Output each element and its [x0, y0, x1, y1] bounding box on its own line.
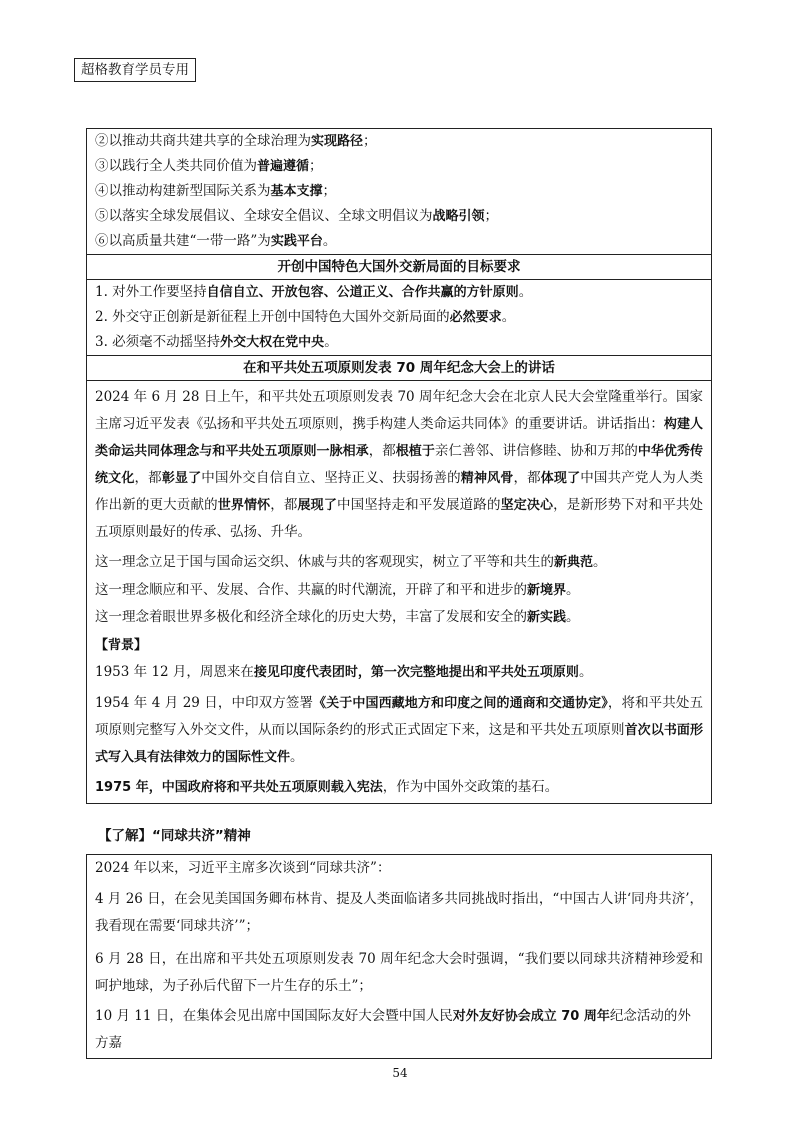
list-item: ②以推动共商共建共享的全球治理为实现路径；	[95, 133, 377, 149]
concept-line: 这一理念着眼世界多极化和经济全球化的历史大势，丰富了发展和安全的新实践。	[95, 609, 580, 625]
concept-line: 这一理念立足于国与国命运交织、休戚与共的客观现实，树立了平等和共生的新典范。	[95, 554, 607, 570]
list-item: 3. 必须毫不动摇坚持外交大权在党中央。	[95, 334, 338, 350]
tongqiu-box	[86, 854, 712, 1059]
background-item: 1975 年，中国政府将和平共处五项原则载入宪法，作为中国外交政策的基石。	[95, 778, 559, 795]
list-item: ⑥以高质量共建“一带一路”为实践平台。	[95, 233, 337, 249]
list-item: ④以推动构建新型国际关系为基本支撑；	[95, 183, 337, 199]
speech-paragraph: 2024 年 6 月 28 日上午，和平共处五项原则发表 70 周年纪念大会在北京人民大会堂隆重举行。国家主席习近平发表《弘扬和平共处五项原则，携手构建人类命运共同体》的重要讲话。讲话指出：构建人类命运共同体理念与和平共处五项原则一脉相承，都根植于亲仁善邻、讲信修睦、协和万邦的中华优秀传统文化，都彰显了中国外交自信自立、坚持正义、扶弱扬善的精神风骨，都体现了中国共产党人为人类作出新的更大贡献的世界情怀，都展现了中国坚持走和平发展道路的坚定决心，是新形势下对和平共处五项原则最好的传承、弘扬、升华。	[95, 389, 704, 540]
page-number: 54	[392, 1066, 408, 1080]
section-title-tongqiu: 【了解】“同球共济”精神	[98, 828, 251, 844]
text-line: 10 月 11 日，在集体会见出席中国国际友好大会暨中国人民对外友好协会成立 70 周年纪念活动的外方嘉	[95, 1007, 691, 1051]
background-item: 1954 年 4 月 29 日，中印双方签署《关于中国西藏地方和印度之间的通商和交通协定》，将和平共处五项原则完整写入外交文件，从而以国际条约的形式正式固定下来，这是和平共处五项原则首次以书面形式写入具有法律效力的国际性文件。	[95, 694, 703, 765]
section-title-speech: 在和平共处五项原则发表 70 周年纪念大会上的讲话	[87, 355, 711, 381]
text-line: 2024 年以来，习近平主席多次谈到“同球共济”：	[95, 860, 391, 876]
background-item: 1953 年 12 月，周恩来在接见印度代表团时，第一次完整地提出和平共处五项原则。	[95, 664, 593, 680]
content-table	[86, 128, 712, 804]
text-paragraph: 4 月 26 日，在会见美国国务卿布林肯、提及人类面临诸多共同挑战时指出，“中国古人讲‘同舟共济’，我看现在需要‘同球共济’”；	[95, 890, 703, 934]
header-tag: 超格教育学员专用	[74, 58, 196, 82]
text-paragraph: 6 月 28 日，在出席和平共处五项原则发表 70 周年纪念大会时强调，“我们要以同球共济精神珍爱和呵护地球，为子孙后代留下一片生存的乐土”；	[95, 950, 703, 994]
list-item: ③以践行全人类共同价值为普遍遵循；	[95, 158, 323, 174]
section-title-goals: 开创中国特色大国外交新局面的目标要求	[87, 254, 711, 280]
list-item: 1. 对外工作要坚持自信自立、开放包容、公道正义、合作共赢的方针原则。	[95, 284, 533, 300]
list-item: 2. 外交守正创新是新征程上开创中国特色大国外交新局面的必然要求。	[95, 309, 516, 325]
list-item: ⑤以落实全球发展倡议、全球安全倡议、全球文明倡议为战略引领；	[95, 208, 499, 224]
background-label: 【背景】	[95, 637, 148, 653]
concept-line: 这一理念顺应和平、发展、合作、共赢的时代潮流，开辟了和平和进步的新境界。	[95, 581, 580, 598]
